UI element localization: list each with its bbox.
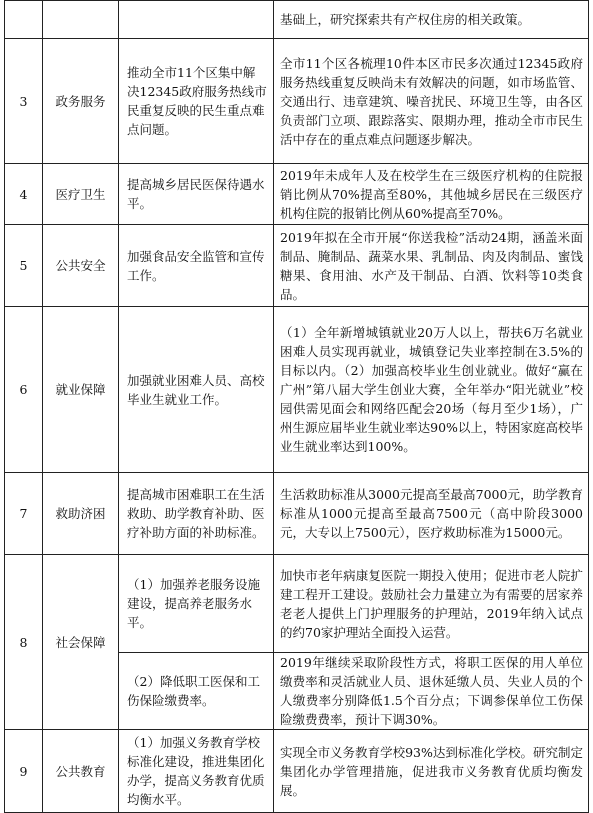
row-number: 8: [5, 555, 43, 730]
row-category: [43, 1, 119, 39]
livelihood-projects-table: [4, 0, 589, 813]
row-task: [119, 1, 274, 39]
table-row: [5, 39, 589, 164]
table-row: [5, 473, 589, 555]
table-row: [5, 307, 589, 473]
row-category: 公共安全: [43, 225, 119, 307]
table-row: [5, 1, 589, 39]
row-category: 就业保障: [43, 307, 119, 473]
row-task: 加强就业困难人员、高校毕业生就业工作。: [119, 307, 274, 473]
row-details: 基础上，研究探索共有产权住房的相关政策。: [274, 1, 589, 39]
table-row: [5, 555, 589, 653]
row-task: 加强食品安全监管和宣传工作。: [119, 225, 274, 307]
row-details: 加快市老年病康复医院一期投入使用；促进市老人院扩建工程开工建设。鼓励社会力量建立为有需要的居家养老老人提供上门护理服务的护理站，2019年纳入试点的约70家护理站全面投入运营。: [274, 555, 589, 653]
row-task: （2）降低职工医保和工伤保险缴费率。: [119, 653, 274, 730]
row-number: 4: [5, 164, 43, 225]
row-number: 3: [5, 39, 43, 164]
row-number: 7: [5, 473, 43, 555]
row-details: 生活救助标准从3000元提高至最高7000元，助学教育标准从1000元提高至最高7500元（高中阶段3000元，大专以上7500元），医疗救助标准为15000元。: [274, 473, 589, 555]
row-task: （1）加强养老服务设施建设，提高养老服务水平。: [119, 555, 274, 653]
row-category: 公共教育: [43, 730, 119, 813]
row-details: 全市11个区各梳理10件本区市民多次通过12345政府服务热线重复反映尚未有效解决的问题，如市场监管、交通出行、违章建筑、噪音扰民、环境卫生等，由各区负责部门立项、跟踪落实、限期办理，推动全市市民生活中存在的重点难点问题逐步解决。: [274, 39, 589, 164]
row-category: 救助济困: [43, 473, 119, 555]
row-number: 9: [5, 730, 43, 813]
row-category: 社会保障: [43, 555, 119, 730]
row-task: 推动全市11个区集中解决12345政府服务热线市民重复反映的民生重点难点问题。: [119, 39, 274, 164]
row-task: 提高城市困难职工在生活救助、助学教育补助、医疗补助方面的补助标准。: [119, 473, 274, 555]
row-task: 提高城乡居民医保待遇水平。: [119, 164, 274, 225]
table-row: [5, 225, 589, 307]
table-row: [5, 730, 589, 813]
table-row: [5, 164, 589, 225]
row-number: 6: [5, 307, 43, 473]
row-details: 2019年继续采取阶段性方式，将职工医保的用人单位缴费率和灵活就业人员、退休延缴人员、失业人员的个人缴费率分别降低1.5个百分点；下调参保单位工伤保险缴费费率，预计下调30%。: [274, 653, 589, 730]
row-number: [5, 1, 43, 39]
row-number: 5: [5, 225, 43, 307]
row-details: 2019年未成年人及在校学生在三级医疗机构的住院报销比例从70%提高至80%，其他城乡居民在三级医疗机构住院的报销比例从60%提高至70%。: [274, 164, 589, 225]
row-category: 政务服务: [43, 39, 119, 164]
row-details: （1）全年新增城镇就业20万人以上，帮扶6万名就业困难人员实现再就业，城镇登记失业率控制在3.5%的目标以内。（2）加强高校毕业生创业就业。做好“赢在广州”第八届大学生创业大赛，全年举办“阳光就业”校园供需见面会和网络匹配会20场（每月至少1场），广州生源应届毕业生就业率达90%以上，特困家庭高校毕业生就业率达到100%。: [274, 307, 589, 473]
row-details: 实现全市义务教育学校93%达到标准化学校。研究制定集团化办学管理措施，促进我市义务教育优质均衡发展。: [274, 730, 589, 813]
row-category: 医疗卫生: [43, 164, 119, 225]
row-task: （1）加强义务教育学校标准化建设，推进集团化办学，提高义务教育优质均衡水平。: [119, 730, 274, 813]
row-details: 2019年拟在全市开展“你送我检”活动24期，涵盖米面制品、腌制品、蔬菜水果、乳制品、肉及肉制品、蜜饯糖果、食用油、水产及干制品、白酒、饮料等10类食品。: [274, 225, 589, 307]
